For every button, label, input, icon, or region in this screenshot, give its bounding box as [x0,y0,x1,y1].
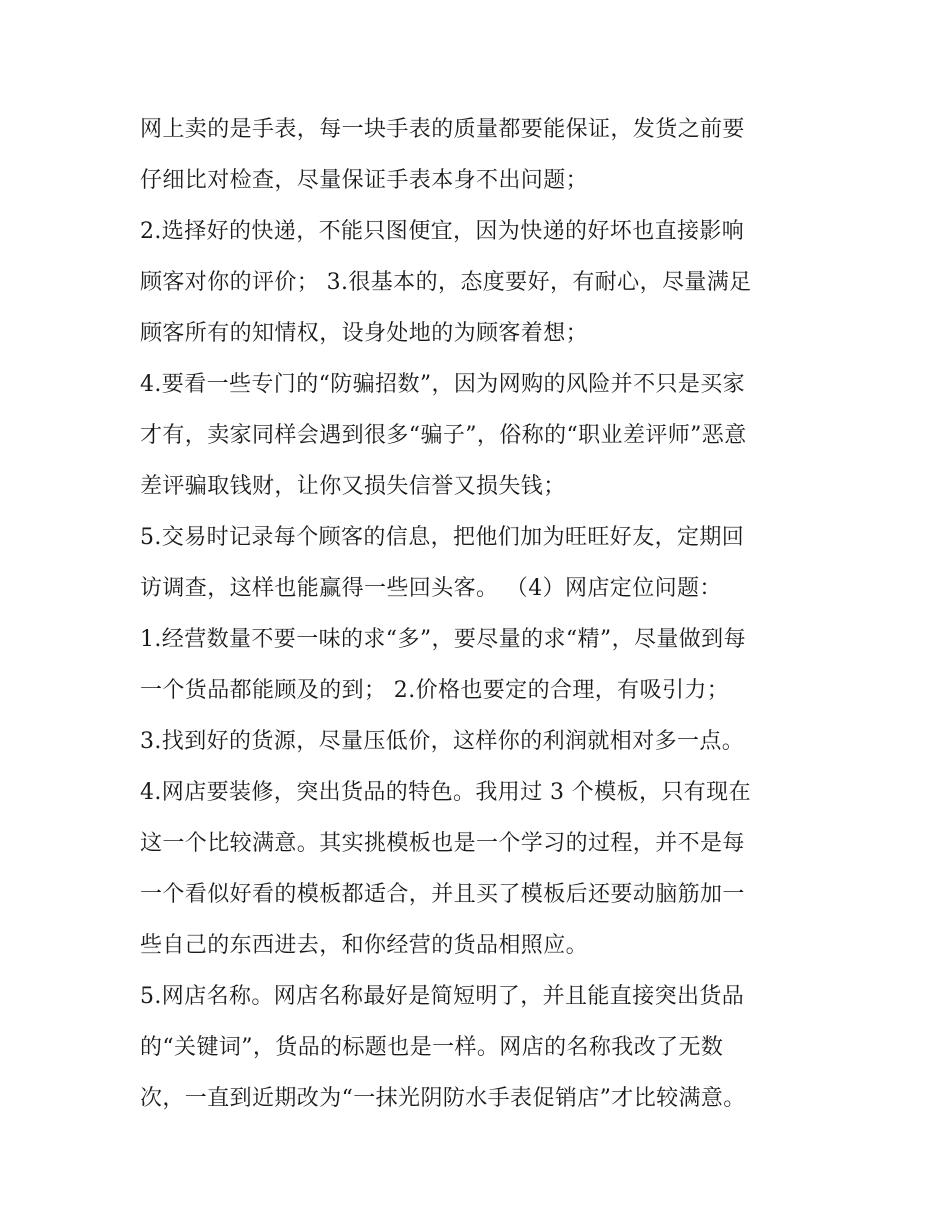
text-line: 这一个比较满意。其实挑模板也是一个学习的过程，并不是每 [140,831,745,856]
text-line: 访调查，这样也能赢得一些回头客。 （4）网店定位问题： [140,576,722,601]
text-line: 3.找到好的货源，尽量压低价，这样你的利润就相对多一点。 [140,729,745,754]
text-line: 差评骗取钱财，让你又损失信誉又损失钱； [140,474,566,499]
text-line: 的“关键词”，货品的标题也是一样。网店的名称我改了无数 [140,1035,724,1060]
text-line: 次，一直到近期改为“一抹光阴防水手表促销店”才比较满意。 [140,1086,746,1111]
body-text [140,104,820,1124]
text-line: 一个货品都能顾及的到； 2.价格也要定的合理，有吸引力； [140,678,730,703]
text-line: 5.网店名称。网店名称最好是简短明了，并且能直接突出货品 [140,984,745,1009]
text-line: 1.经营数量不要一味的求“多”，要尽量的求“精”，尽量做到每 [140,627,746,652]
text-line: 4.要看一些专门的“防骗招数”，因为网购的风险并不只是买家 [140,372,746,397]
text-line: 5.交易时记录每个顾客的信息，把他们加为旺旺好友，定期回 [140,525,745,550]
text-line: 顾客对你的评价； 3.很基本的，态度要好，有耐心，尽量满足 [140,270,752,295]
text-line: 4.网店要装修，突出货品的特色。我用过 3 个模板，只有现在 [140,780,751,805]
text-line: 2.选择好的快递，不能只图便宜，因为快递的好坏也直接影响 [140,219,745,244]
text-line: 仔细比对检查，尽量保证手表本身不出问题； [140,168,589,193]
text-line: 些自己的东西进去，和你经营的货品相照应。 [140,933,589,958]
text-line: 顾客所有的知情权，设身处地的为顾客着想； [140,321,589,346]
text-line: 才有，卖家同样会遇到很多“骗子”，俗称的“职业差评师”恶意 [140,423,747,448]
text-line: 网上卖的是手表，每一块手表的质量都要能保证，发货之前要 [140,117,745,142]
text-line: 一个看似好看的模板都适合，并且买了模板后还要动脑筋加一 [140,882,745,907]
